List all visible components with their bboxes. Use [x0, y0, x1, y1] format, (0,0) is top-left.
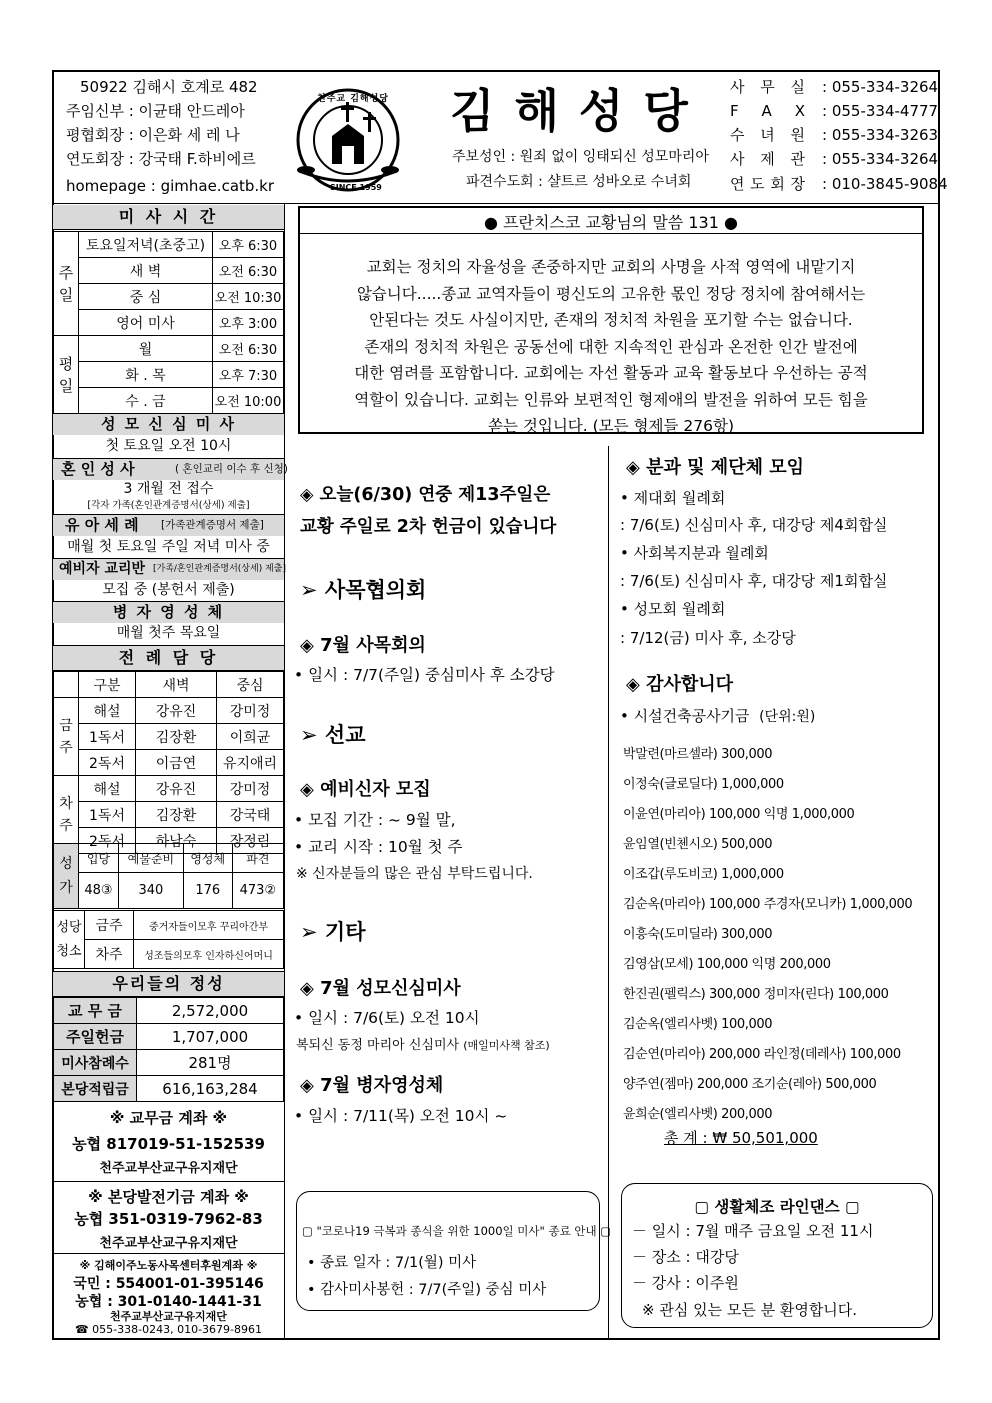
- mass-name: 새 벽: [79, 258, 213, 284]
- pope-message-line: 안된다는 것도 사실이지만, 존재의 정치적 차원을 포기할 수는 없습니다.: [369, 311, 853, 329]
- baptism-header: [53, 514, 284, 536]
- thanks-title: ◈ 감사합니다: [626, 674, 734, 695]
- contact-value[interactable]: : 055-334-3264: [822, 150, 939, 168]
- contact-label: F A X: [730, 102, 805, 120]
- section-other: ➢ 기타: [300, 920, 366, 944]
- weekday-label: 평일: [54, 336, 79, 414]
- liturgy-header: 중심: [217, 672, 284, 698]
- liturgy-table: [53, 671, 284, 854]
- pope-message-body: [300, 254, 922, 440]
- liturgy-person: 장정림: [217, 828, 284, 854]
- offering-label: 본당적립금: [54, 1076, 137, 1102]
- cleaning-week: 차주: [85, 940, 134, 969]
- mass-time: 오후 7:30: [213, 362, 284, 388]
- heart-mass-notice-title: ◈ 7월 성모신심미사: [300, 978, 461, 999]
- contact-value[interactable]: : 055-334-3264: [822, 78, 939, 96]
- pope-message-line: 역할이 있습니다. 교회는 인류와 보편적인 형제애의 발전을 위하여 모든 힘을: [354, 390, 868, 409]
- liturgy-person: 유지애리: [217, 750, 284, 776]
- liturgy-header: 구분: [79, 672, 136, 698]
- offering-label: 교 무 금: [54, 998, 137, 1024]
- donor-entry: 박말련(마르셀라) 300,000: [623, 747, 773, 762]
- liturgy-header: 새벽: [136, 672, 217, 698]
- cleaning-label: 성당청소: [54, 911, 85, 969]
- middle-column-divider: [608, 446, 609, 1340]
- donor-entry: 김순연(마리아) 200,000 라인정(데레사) 100,000: [623, 1047, 901, 1062]
- donor-list: [623, 740, 912, 1130]
- offering-table: [53, 997, 284, 1102]
- liturgy-role: 1독서: [79, 724, 136, 750]
- liturgy-person: 이금연: [136, 750, 217, 776]
- baptism-title: 유 아 세 례: [65, 516, 139, 534]
- contact-value[interactable]: : 055-334-3263: [822, 126, 939, 144]
- group-item-detail: : 7/6(토) 신심미사 후, 대강당 제4회합실: [620, 516, 888, 534]
- page-title: 김 해 성 당: [450, 84, 690, 138]
- liturgy-role: 1독서: [79, 802, 136, 828]
- migrant-account-number-1[interactable]: 국민 : 554001-01-395146: [73, 1276, 264, 1292]
- line-dance-box: [621, 1183, 933, 1328]
- line-dance-instructor: － 강사 : 이주원: [632, 1274, 739, 1292]
- pope-message-line: 존재의 정치적 차원은 공동선에 대한 지속적인 관심과 온전한 인간 발전에: [364, 337, 858, 356]
- group-item: • 성모회 월례회: [620, 600, 726, 618]
- catechumen-start: • 교리 시작 : 10월 첫 주: [294, 838, 463, 856]
- marriage-text: 3 개월 전 접수: [123, 481, 214, 497]
- cleaning-group: 중거자들이모후 꾸리아간부: [134, 911, 284, 940]
- logo-text: 천주교 김해성당: [317, 94, 389, 104]
- development-account-number[interactable]: 농협 351-0319-7962-83: [74, 1210, 263, 1228]
- meeting-title: ◈ 7월 사목회의: [300, 635, 426, 656]
- donor-entry: 이윤연(마리아) 100,000 익명 1,000,000: [623, 807, 855, 822]
- prep-header: [53, 558, 284, 580]
- prep-text: 모집 중 (봉헌서 제출): [102, 582, 235, 598]
- today-notice-line1: ◈ 오늘(6/30) 연중 제13주일은: [300, 485, 551, 505]
- marriage-docs: [각자 가족(혼인관계증명서(상세) 제출]: [87, 500, 250, 511]
- offering-value: 2,572,000: [137, 998, 284, 1024]
- group-item: • 제대회 월례회: [620, 489, 726, 507]
- choir-header: 입당: [79, 844, 119, 873]
- offering-label: 주일헌금: [54, 1024, 137, 1050]
- liturgy-person: 하남숙: [136, 828, 217, 854]
- heart-mass-notice-detail: 복되신 동정 마리아 신심미사 (매일미사책 참조): [296, 1038, 550, 1053]
- development-account-title: ※ 본당발전기금 계좌 ※: [88, 1188, 249, 1206]
- heart-mass-title: 성 모 신 심 미 사: [53, 413, 284, 435]
- sick-communion-title: 병 자 영 성 체: [53, 601, 284, 623]
- marriage-note: ( 혼인교리 이수 후 신청): [175, 463, 288, 475]
- contact-label: 연 도 회 장: [730, 175, 805, 193]
- covid-mass-title: ▢ "코로나19 극복과 종식을 위한 1000일 미사" 종료 안내 ▢: [302, 1224, 612, 1238]
- contact-label: 사 무 실: [730, 78, 805, 96]
- address: 50922 김해시 호계로 482: [80, 78, 258, 96]
- section-pastoral-council: ➢ 사목협의회: [300, 578, 427, 602]
- liturgy-person: 강유진: [136, 776, 217, 802]
- sick-notice-time: • 일시 : 7/11(목) 오전 10시 ~: [294, 1107, 508, 1125]
- pope-message-title: ● 프란치스코 교황님의 말씀 131 ●: [484, 213, 738, 232]
- baptism-text: 매월 첫 토요일 주일 저녁 미사 중: [67, 539, 270, 555]
- pope-message-line: 대한 염려를 포함합니다. 교회에는 자선 활동과 교육 활동보다 우선하는 공적: [354, 364, 868, 382]
- catechumen-title: ◈ 예비신자 모집: [300, 779, 431, 800]
- contact-label: 수 녀 원: [730, 126, 805, 144]
- donor-entry: 윤희순(엘리사벳) 200,000: [623, 1107, 773, 1122]
- next-week-label: 차주: [54, 776, 79, 854]
- line-dance-place: － 장소 : 대강당: [632, 1248, 739, 1266]
- donor-entry: 김순옥(엘리사벳) 100,000: [623, 1017, 773, 1032]
- pastor: 주임신부 : 이균태 안드레아: [66, 102, 245, 120]
- offering-label: 미사참례수: [54, 1050, 137, 1076]
- heart-mass-text: 첫 토요일 오전 10시: [105, 438, 232, 454]
- prep-title: 예비자 교리반: [59, 561, 146, 577]
- covid-mass-box: [296, 1191, 612, 1311]
- donor-entry: 윤임열(빈첸시오) 500,000: [623, 837, 773, 852]
- contact-label: 사 제 관: [730, 150, 805, 168]
- mass-name: 토요일저녁(초중고): [79, 232, 213, 258]
- today-notice-line2: 교황 주일로 2차 헌금이 있습니다: [300, 517, 557, 537]
- choir-number: 176: [183, 873, 232, 909]
- donor-entry: 양주연(젬마) 200,000 조기순(레아) 500,000: [623, 1077, 877, 1092]
- choir-table: [53, 843, 284, 909]
- marriage-title: 혼 인 성 사: [61, 460, 135, 478]
- choir-header: 파견: [232, 844, 283, 873]
- homepage[interactable]: homepage : gimhae.catb.kr: [66, 177, 275, 195]
- migrant-account-phone[interactable]: ☎ 055-338-0243, 010-3679-8961: [74, 1323, 263, 1336]
- mass-table: [53, 231, 284, 414]
- youth-president: 연도회장 : 강국태 F.하비에르: [66, 150, 256, 168]
- choir-label: 성가: [54, 844, 79, 909]
- logo-since: SINCE 1959: [330, 183, 382, 192]
- sisters-order: 파견수도회 : 샬트르 성바오로 수녀회: [466, 174, 692, 190]
- sick-communion-text: 매월 첫주 목요일: [116, 625, 221, 641]
- mass-name: 수 . 금: [79, 388, 213, 414]
- line-dance-title: ▢ 생활체조 라인댄스 ▢: [694, 1198, 860, 1216]
- development-account-owner: 천주교부산교구유지재단: [99, 1236, 238, 1251]
- offering-value: 616,163,284: [137, 1076, 284, 1102]
- sick-notice-title: ◈ 7월 병자영성체: [300, 1075, 444, 1096]
- liturgy-role: 해설: [79, 698, 136, 724]
- migrant-account-title: ※ 김해이주노동사목센터후원계좌 ※: [79, 1259, 258, 1272]
- liturgy-person: 이희균: [217, 724, 284, 750]
- pope-message-line: 교회는 정치의 자율성을 존중하지만 교회의 사명을 사적 영역에 내맡기지: [366, 258, 856, 276]
- this-week-label: 금주: [54, 698, 79, 776]
- mass-time: 오후 6:30: [213, 232, 284, 258]
- mass-time: 오후 3:00: [213, 310, 284, 336]
- line-dance-welcome: ※ 관심 있는 모든 분 환영합니다.: [642, 1301, 858, 1319]
- donor-entry: 한진권(펠릭스) 300,000 정미자(린다) 100,000: [623, 987, 889, 1002]
- donor-entry: 이조갑(루도비코) 1,000,000: [623, 867, 784, 882]
- mass-title: 미 사 시 간: [53, 205, 284, 230]
- mass-name: 화 . 목: [79, 362, 213, 388]
- donor-entry: 김순옥(마리아) 100,000 주경자(모니카) 1,000,000: [623, 897, 913, 912]
- meeting-text: • 일시 : 7/7(주일) 중심미사 후 소강당: [294, 666, 555, 684]
- liturgy-person: 강미정: [217, 776, 284, 802]
- migrant-account-owner: 천주교부산교구유지재단: [110, 1310, 227, 1323]
- catechumen-request: ※ 신자분들의 많은 관심 부탁드립니다.: [296, 866, 533, 882]
- mass-name: 영어 미사: [79, 310, 213, 336]
- group-item: • 사회복지분과 월례회: [620, 544, 769, 562]
- liturgy-person: 강국태: [217, 802, 284, 828]
- offering-value: 281명: [137, 1050, 284, 1076]
- contact-value[interactable]: : 010-3845-9084: [822, 175, 948, 193]
- thanks-subtitle: • 시설건축공사기금 (단위:원): [620, 707, 816, 725]
- sunday-label: 주일: [54, 232, 79, 336]
- patron-saint: 주보성인 : 원죄 없이 잉태되신 성모마리아: [452, 149, 709, 165]
- offering-title: 우리들의 정성: [53, 971, 284, 997]
- cleaning-table: [53, 910, 284, 969]
- mass-name: 중 심: [79, 284, 213, 310]
- covid-mass-thanks: • 감사미사봉헌 : 7/7(주일) 중심 미사: [307, 1282, 547, 1298]
- liturgy-person: 강유진: [136, 698, 217, 724]
- liturgy-role: 2독서: [79, 828, 136, 854]
- section-mission: ➢ 선교: [300, 723, 366, 747]
- catechumen-period: • 모집 기간 : ~ 9월 말,: [294, 811, 456, 829]
- liturgy-person: 김장환: [136, 802, 217, 828]
- cleaning-group: 성조들의모후 인자하신어머니: [134, 940, 284, 969]
- choir-header: 예물준비: [118, 844, 183, 873]
- choir-number: 340: [118, 873, 183, 909]
- donor-entry: 김영삼(모세) 100,000 익명 200,000: [623, 957, 831, 972]
- liturgy-person: 강미정: [217, 698, 284, 724]
- heart-mass-notice-time: • 일시 : 7/6(토) 오전 10시: [294, 1009, 480, 1027]
- groups-title: ◈ 분과 및 제단체 모임: [626, 457, 805, 478]
- pope-message-line: 않습니다.....종교 교역자들이 평신도의 고유한 몫인 정당 정치에 참여해서는: [356, 284, 866, 303]
- church-fee-account-owner: 천주교부산교구유지재단: [99, 1161, 238, 1176]
- liturgy-title: 전 례 담 당: [53, 645, 284, 671]
- marriage-header: [53, 458, 288, 480]
- prep-note: [가족/혼인관계증명서(상세) 제출]: [153, 564, 286, 574]
- mass-time: 오전 10:00: [213, 388, 284, 414]
- group-item-detail: : 7/12(금) 미사 후, 소강당: [620, 629, 796, 647]
- cleaning-week: 금주: [85, 911, 134, 940]
- donor-entry: 이흥숙(도미딜라) 300,000: [623, 927, 773, 942]
- church-fee-account-number[interactable]: 농협 817019-51-152539: [72, 1135, 265, 1153]
- covid-mass-end: • 종료 일자 : 7/1(월) 미사: [307, 1255, 477, 1271]
- thanks-total: 총 계 : ₩ 50,501,000: [664, 1129, 818, 1147]
- baptism-note: [가족관계증명서 제출]: [161, 519, 264, 531]
- donor-entry: 이정숙(글로딜다) 1,000,000: [623, 777, 784, 792]
- pope-message-line: 쏟는 것입니다. (모든 형제들 276항): [488, 417, 734, 435]
- mass-time: 오전 6:30: [213, 336, 284, 362]
- left-column-divider: [284, 203, 285, 1340]
- liturgy-role: 2독서: [79, 750, 136, 776]
- group-item-detail: : 7/6(토) 신심미사 후, 대강당 제1회합실: [620, 572, 888, 590]
- liturgy-role: 해설: [79, 776, 136, 802]
- mass-time: 오전 10:30: [213, 284, 284, 310]
- choir-header: 영성체: [183, 844, 232, 873]
- contact-value[interactable]: : 055-334-4777: [822, 102, 939, 120]
- council-president: 평협회장 : 이은화 세 레 나: [66, 126, 240, 144]
- church-fee-account-title: ※ 교무금 계좌 ※: [109, 1109, 228, 1127]
- choir-number: 48③: [79, 873, 119, 909]
- line-dance-time: － 일시 : 7월 매주 금요일 오전 11시: [632, 1222, 874, 1240]
- choir-number: 473②: [232, 873, 283, 909]
- header-divider: [52, 203, 940, 204]
- mass-time: 오전 6:30: [213, 258, 284, 284]
- pope-message-box: [298, 206, 924, 434]
- migrant-account-number-2[interactable]: 농협 : 301-0140-1441-31: [75, 1294, 262, 1310]
- offering-value: 1,707,000: [137, 1024, 284, 1050]
- mass-name: 월: [79, 336, 213, 362]
- liturgy-person: 김장환: [136, 724, 217, 750]
